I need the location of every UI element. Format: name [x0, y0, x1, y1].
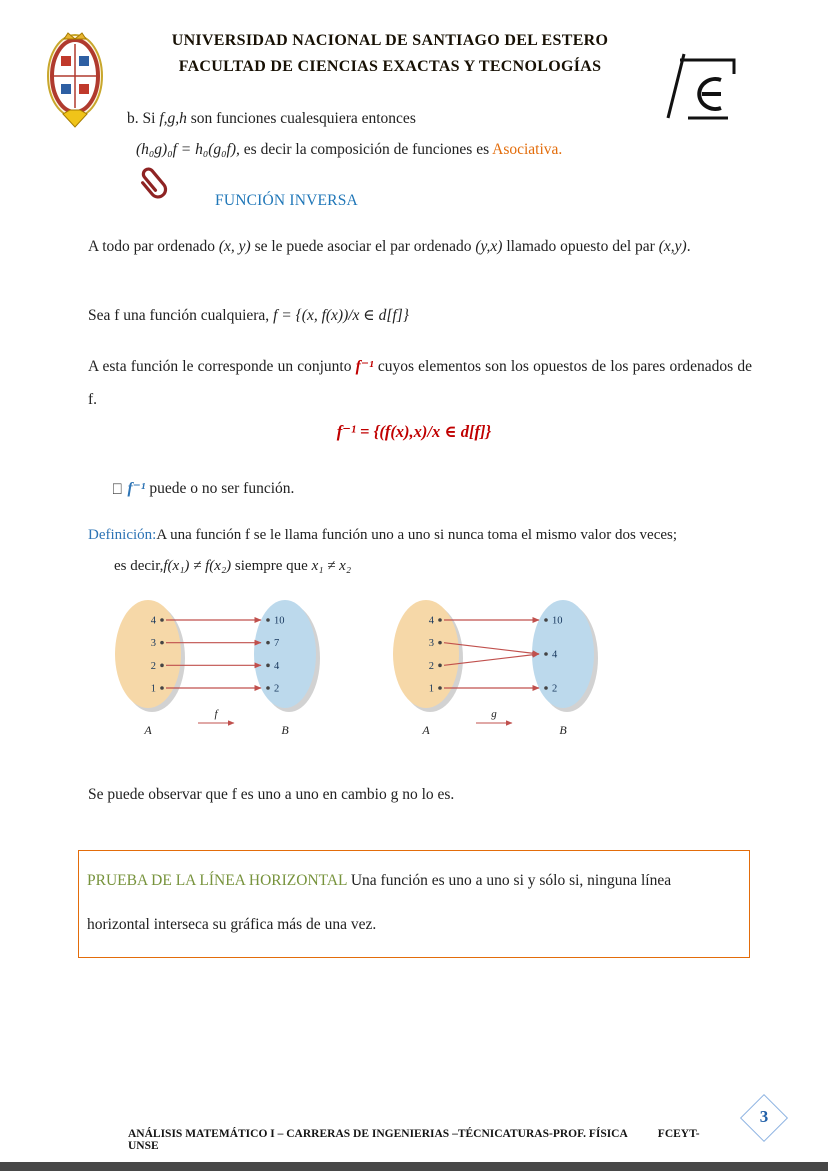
- svg-text:A: A: [422, 723, 430, 737]
- paragraph-par-opuesto: [88, 230, 752, 263]
- svg-text:2: 2: [274, 683, 280, 695]
- definition-block: [88, 520, 677, 582]
- text: horizontal interseca su gráfica más de una vez.: [87, 916, 377, 933]
- math-pair-xy2: (x,y): [658, 238, 687, 255]
- horizontal-line-test-box: [78, 850, 750, 958]
- inverse-set-formula: f⁻¹ = {(f(x),x)/x ∈ d[f]}: [336, 422, 492, 441]
- item-b-line: [127, 110, 416, 128]
- svg-text:4: 4: [274, 660, 280, 672]
- fceyt-logo-graphic: [658, 50, 738, 126]
- assoc-text: es decir la composición de funciones es: [239, 141, 493, 158]
- svg-text:3: 3: [428, 638, 434, 650]
- university-crest: [46, 32, 104, 135]
- text: A todo par ordenado: [88, 238, 219, 255]
- math-set-definition: f = {(x, f(x))/x ∈ d[f]}: [273, 307, 409, 324]
- mapping-diagram-f: [110, 596, 325, 741]
- assoc-highlight: Asociativa.: [492, 141, 563, 158]
- assoc-formula: (h₀g)₀f = h₀(g₀f),: [136, 141, 240, 158]
- svg-text:4: 4: [552, 649, 558, 661]
- text: .: [686, 238, 691, 255]
- svg-text:1: 1: [428, 683, 434, 695]
- definition-label: Definición:: [88, 527, 157, 543]
- text: llamado opuesto del par: [502, 238, 659, 255]
- text: Sea f una función cualquiera,: [88, 307, 274, 324]
- text: A esta función le corresponde un conjunto: [88, 358, 356, 375]
- svg-text:4: 4: [150, 615, 156, 627]
- footer-course: ANÁLISIS MATEMÁTICO I – CARRERAS DE INGENIERIAS –TÉCNICATURAS-PROF. FÍSICA: [128, 1128, 628, 1140]
- math-x1-neq-x2: x₁ ≠ x₂: [311, 558, 352, 574]
- footer: [128, 1128, 748, 1152]
- associativity-line: [136, 141, 562, 159]
- svg-text:10: 10: [552, 615, 563, 627]
- box-title: PRUEBA DE LA LÍNEA HORIZONTAL: [87, 872, 347, 889]
- fceyt-logo: [658, 50, 738, 131]
- svg-text:2: 2: [428, 660, 434, 672]
- header-line-2: FACULTAD DE CIENCIAS EXACTAS Y TECNOLOGÍAS: [178, 58, 602, 75]
- item-b-math: f,g,h: [159, 110, 187, 127]
- text: Una función es uno a uno si y sólo si, ninguna línea: [346, 872, 672, 889]
- definition-line-1: [88, 520, 677, 551]
- note-f-inverse: [113, 478, 294, 498]
- svg-text:3: 3: [150, 638, 156, 650]
- text: puede o no ser función.: [145, 480, 295, 497]
- observation-line: Se puede observar que f es uno a uno en cambio g no lo es.: [88, 786, 455, 803]
- math-pair-xy: (x, y): [218, 238, 251, 255]
- item-b-pre: b. Si: [127, 110, 160, 127]
- bullet-glyph: □: [113, 480, 122, 499]
- footer-line-2: UNSE: [128, 1140, 159, 1152]
- text: cuyos elementos son los opuestos de los pares ordenados de f.: [88, 358, 752, 408]
- math-f-inverse: f⁻¹: [127, 480, 146, 497]
- paragraph-conjunto-inverso: [88, 350, 752, 416]
- svg-text:A: A: [144, 723, 152, 737]
- text: siempre que: [231, 558, 312, 574]
- header-line-1: UNIVERSIDAD NACIONAL DE SANTIAGO DEL ESTERO: [171, 32, 609, 49]
- box-text: [87, 859, 737, 947]
- text: A una función f se le llama función uno a uno si nunca toma el mismo valor dos veces;: [156, 527, 678, 543]
- svg-text:B: B: [559, 723, 567, 737]
- footer-faculty: FCEYT-: [657, 1128, 700, 1140]
- svg-text:4: 4: [428, 615, 434, 627]
- paperclip-icon: [132, 159, 178, 207]
- text: es decir,: [114, 558, 164, 574]
- svg-text:f: f: [214, 708, 218, 720]
- section-heading-funcion-inversa: FUNCIÓN INVERSA: [215, 192, 358, 209]
- svg-text:10: 10: [274, 615, 285, 627]
- svg-text:2: 2: [150, 660, 156, 672]
- bottom-edge-bar: [0, 1162, 828, 1171]
- mapping-diagram-g: [388, 596, 603, 741]
- definition-line-2: [88, 551, 677, 582]
- paragraph-sea-f: [88, 306, 409, 325]
- svg-text:2: 2: [552, 683, 558, 695]
- text: se le puede asociar el par ordenado: [250, 238, 476, 255]
- svg-text:B: B: [281, 723, 289, 737]
- page-number: 3: [759, 1107, 769, 1126]
- math-fx1-neq-fx2: f(x₁) ≠ f(x₂): [163, 558, 232, 574]
- university-crest-graphic: [46, 32, 104, 130]
- math-f-inverse: f⁻¹: [355, 358, 374, 375]
- item-b-post: son funciones cualesquiera entonces: [186, 110, 416, 127]
- footer-line-1: [128, 1128, 748, 1140]
- svg-text:7: 7: [274, 638, 280, 650]
- svg-text:1: 1: [150, 683, 156, 695]
- math-pair-yx: (y,x): [475, 238, 503, 255]
- svg-text:g: g: [491, 708, 497, 720]
